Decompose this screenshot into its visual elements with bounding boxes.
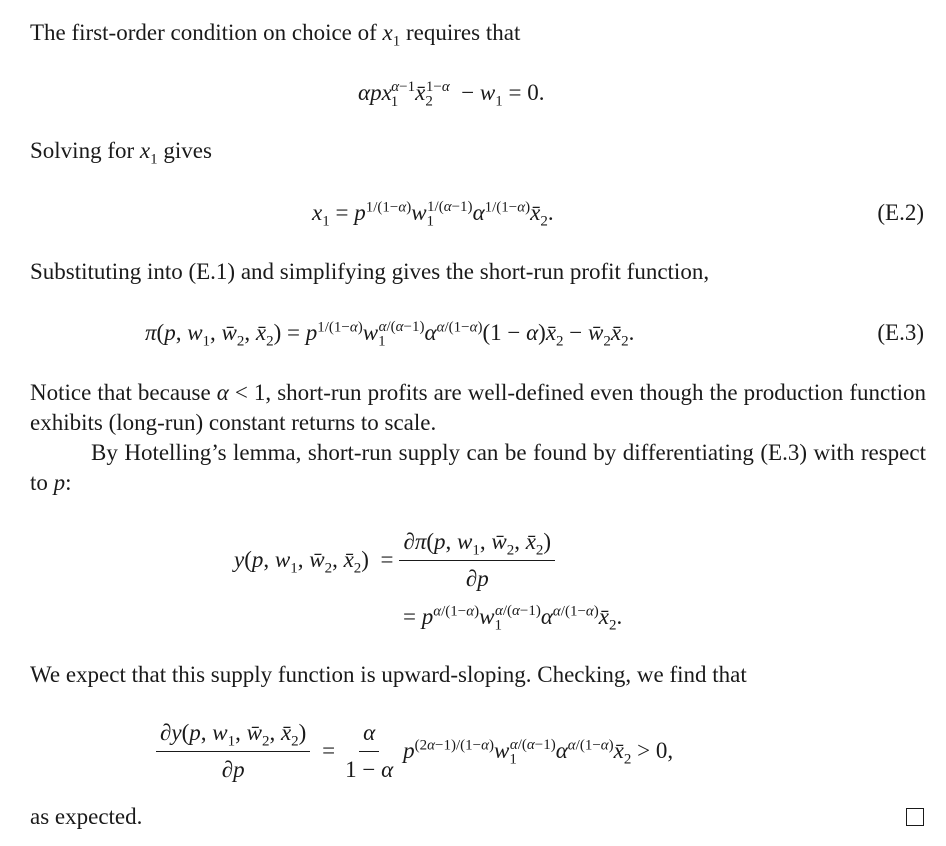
paragraph-solving: Solving for $x_1$ gives: [30, 138, 212, 168]
paragraph-as-expected: as expected.: [30, 804, 143, 829]
equation-e3: π(p, $w_1$, $w̄_2$, $x̄_2) = p^{1/(1-\alpha)}w_1^{\alpha/(\alpha-1)}\alpha^{\alpha/(1-\alpha)}(1$ − $\alpha)x̄_2$ − $w̄_2x̄_2$.: [145, 319, 635, 350]
equation-supply-line2: = $p^{\alpha/(1-\alpha)}w_1^{\alpha/(\alpha-1)}\alpha^{\alpha/(1-\alpha)}x̄_2$.: [403, 603, 623, 634]
paragraph-notice: Notice that because α < 1, short-run profits are well-defined even though the production function exhibits (long-run) constant returns to scale.: [30, 380, 926, 435]
fraction-dpi-dp: $\frac{\partial\pi(p, w_1, w̄_2, x̄_2)}{\partial p}$: [399, 527, 555, 594]
paragraph-hotelling: By Hotelling’s lemma, short-run supply can be found by differentiating (E.3) with respect to p:: [30, 440, 926, 495]
qed-box-icon: [906, 808, 924, 826]
equation-supply-line1: y(p, $w_1$, $w̄_2$, $x̄_2$) = $\frac{\partial\pi(p, w_1, w̄_2, x̄_2)}{\partial p}$: [234, 526, 561, 594]
equation-label-e2: (E.2): [877, 200, 924, 225]
equation-e2: $x_1$ = $p^{1/(1-\alpha)}w_1^{1/(\alpha-1)}\alpha^{1/(1-\alpha)}x̄_2$.: [312, 199, 554, 230]
equation-label-e3: (E.3): [877, 320, 924, 345]
fraction-dy-dp: $\frac{\partial y(p, w_1, w̄_2, x̄_2)}{\partial p}$: [156, 718, 310, 785]
equation-slope: $\frac{\partial y(p, w_1, w̄_2, x̄_2)}{\partial p}$ = $\frac{\alpha}{1 - \alpha}$ $p^{(2\alpha-1)/(1-\alpha)}w_1^{\alpha/(\alpha-1)}\alpha^{\alpha/(1-\alpha)}x̄_2 > 0$,: [150, 718, 673, 784]
paragraph-substituting: Substituting into (E.1) and simplifying gives the short-run profit function,: [30, 259, 710, 284]
equation-foc: $\alpha px_1^{\alpha-1}x̄_2^{1-\alpha} - w_1 = 0$.: [358, 79, 545, 110]
paragraph-foc-intro: The first-order condition on choice of $x_1$ requires that: [30, 20, 521, 50]
paragraph-expect: We expect that this supply function is upward-sloping. Checking, we find that: [30, 662, 747, 687]
fraction-alpha: $\frac{\alpha}{1 - \alpha}$: [345, 719, 394, 782]
